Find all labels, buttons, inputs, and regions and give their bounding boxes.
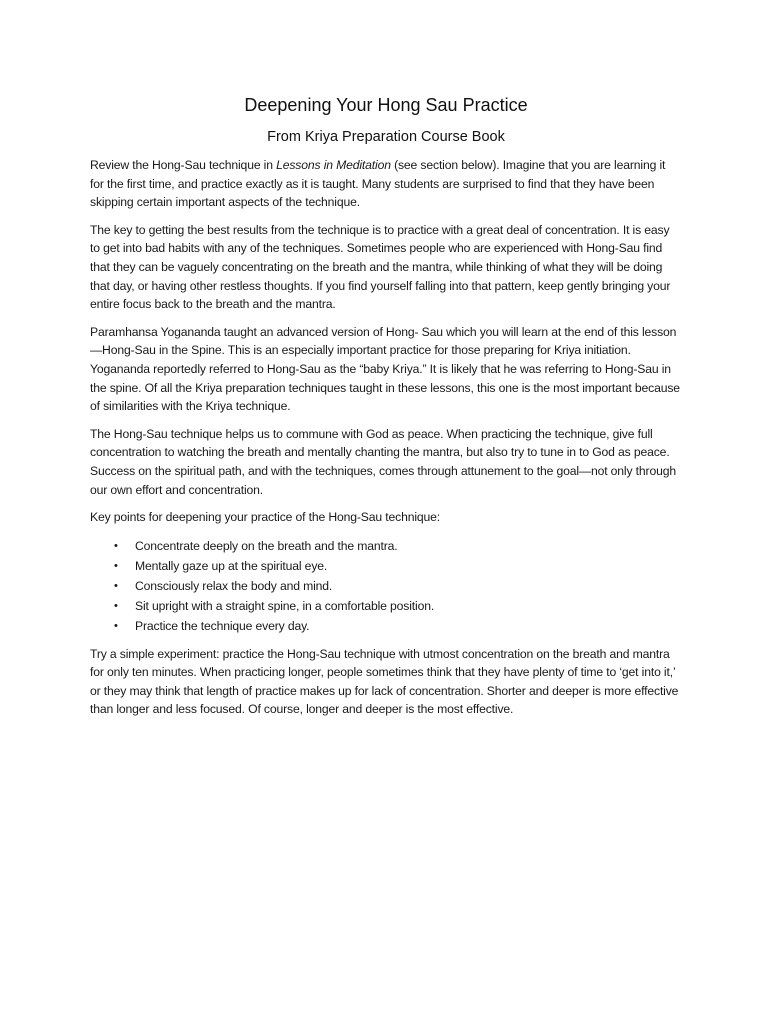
list-item-text: Consciously relax the body and mind. xyxy=(135,578,333,593)
commune-paragraph: The Hong-Sau technique helps us to commune with God as peace. When practicing the technique, give full concentration to watching the breath and mentally chanting the mantra, but also try to tune in to God as peace. Success on the spiritual path, and with the techniques, comes through attunement to the goal—not only through our own effort and concentration. xyxy=(90,426,676,497)
bullet-icon: • xyxy=(114,579,118,592)
intro-paragraph xyxy=(90,156,682,212)
bullet-icon: • xyxy=(114,539,118,552)
book-title-reference: Lessons in Meditation xyxy=(276,158,391,172)
list-item-text: Mentally gaze up at the spiritual eye. xyxy=(135,558,328,573)
list-item xyxy=(90,576,682,596)
bullet-icon: • xyxy=(114,559,118,572)
list-item-text: Concentrate deeply on the breath and the mantra. xyxy=(135,538,398,553)
intro-text-start: Review the Hong-Sau technique in xyxy=(90,158,277,172)
bullet-icon: • xyxy=(114,619,118,632)
yogananda-paragraph: Paramhansa Yogananda taught an advanced version of Hong- Sau which you will learn at the end of this lesson—Hong-Sau in the Spine. This is an especially important practice for those preparing for Kriya initiation. Yogananda reportedly referred to Hong-Sau as the “baby Kriya.” It is likely that he was referring to Hong-Sau in the spine. Of all the Kriya preparation techniques taught in these lessons, this one is the most important because of similarities with the Kriya technique. xyxy=(90,324,680,414)
key-points-list xyxy=(90,536,682,636)
list-item xyxy=(90,596,682,616)
list-item xyxy=(90,616,682,636)
key-points-intro: Key points for deepening your practice of the Hong-Sau technique: xyxy=(90,510,441,525)
bullet-icon: • xyxy=(114,599,118,612)
list-item-text: Sit upright with a straight spine, in a comfortable position. xyxy=(135,598,435,613)
concentration-paragraph: The key to getting the best results from the technique is to practice with a great deal of concentration. It is easy to get into bad habits with any of the techniques. Sometimes people who are experienced with Hong-Sau find that they can be vaguely concentrating on the breath and the mantra, while thinking of what they will be doing that day, or having other restless thoughts. If you find yourself falling into that pattern, keep gently bringing your entire focus back to the breath and the mantra. xyxy=(90,222,671,312)
document-title: Deepening Your Hong Sau Practice xyxy=(244,95,528,115)
list-item xyxy=(90,536,682,556)
list-item xyxy=(90,556,682,576)
closing-paragraph: Try a simple experiment: practice the Hong-Sau technique with utmost concentration on the breath and mantra for only ten minutes. When practicing longer, people sometimes think that they have plenty of time to ‘get into it,’ or they may think that length of practice makes up for lack of concentration. Shorter and deeper is more effective than longer and less focused. Of course, longer and deeper is the most effective. xyxy=(90,646,679,717)
document-subtitle: From Kriya Preparation Course Book xyxy=(267,129,505,145)
document-page xyxy=(90,94,682,1024)
list-item-text: Practice the technique every day. xyxy=(135,618,310,633)
intro-text-end: (see section below). Imagine that you are learning it for the first time, and practice exactly as it is taught. Many students are surprised to find that they have been skipping certain important aspects of the technique. xyxy=(90,158,666,210)
